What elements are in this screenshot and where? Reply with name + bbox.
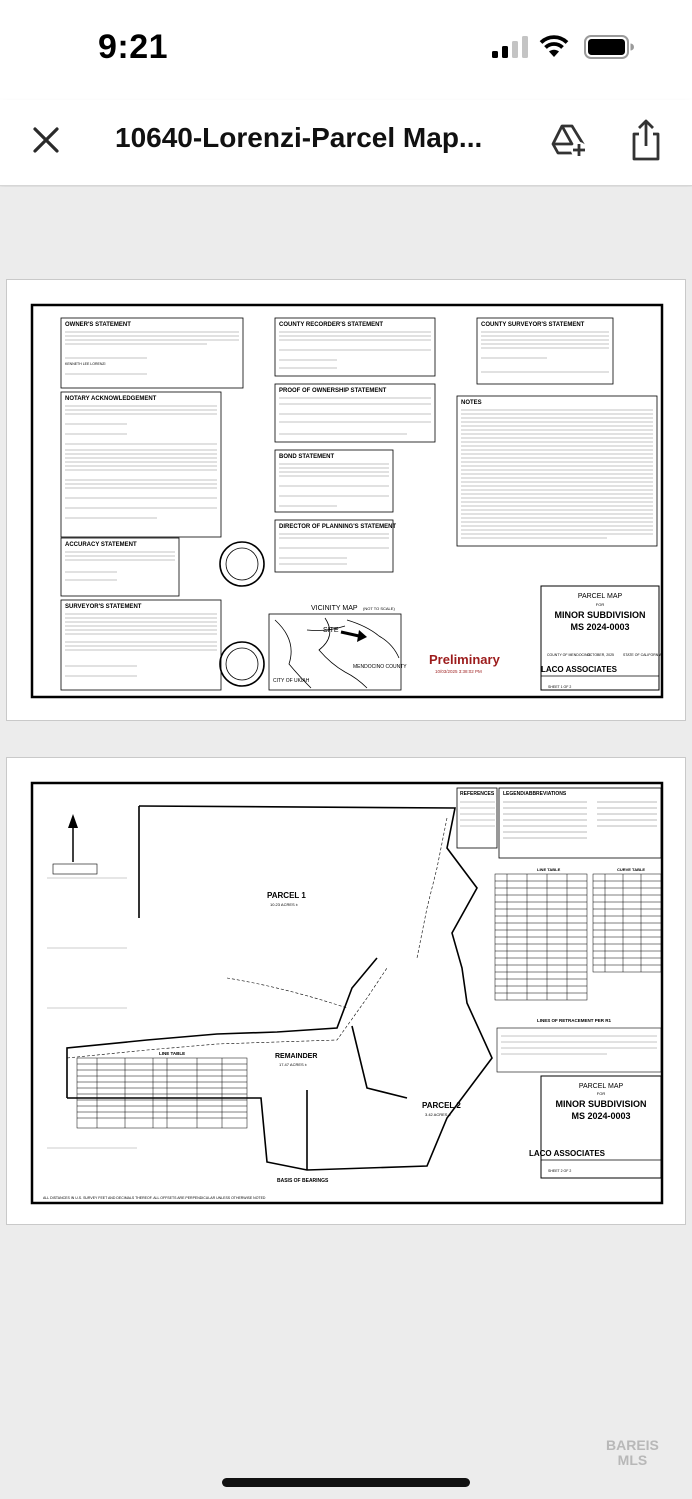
preliminary-stamp: Preliminary	[429, 652, 500, 667]
title-for-2: FOR	[596, 1091, 606, 1096]
legend-heading: LEGEND/ABBREVIATIONS	[503, 791, 567, 797]
county-surveyor-heading: COUNTY SURVEYOR'S STATEMENT	[481, 322, 585, 328]
basis-of-bearings-label: BASIS OF BEARINGS	[277, 1178, 329, 1184]
parcel-1-area: 10.23 ACRES ±	[270, 902, 298, 907]
preliminary-timestamp: 10/03/2025 3:38:02 PM	[435, 669, 482, 674]
battery-icon	[584, 35, 634, 59]
parcel-2-area: 3.42 ACRES ±	[425, 1112, 451, 1117]
status-bar	[0, 0, 692, 100]
title-state: STATE OF CALIFORNIA	[623, 653, 662, 657]
parcel-map-sheet-1	[7, 280, 686, 721]
parcel-map-title-2: PARCEL MAP	[578, 1083, 624, 1090]
lines-of-retracement-heading: LINES OF RETRACEMENT PER R1	[537, 1018, 612, 1023]
vicinity-map-scale: (NOT TO SCALE)	[363, 606, 395, 611]
notary-heading: NOTARY ACKNOWLEDGEMENT	[65, 396, 157, 402]
firm-name: LACO ASSOCIATES	[540, 665, 618, 674]
document-viewer[interactable]	[0, 187, 692, 1499]
mls-watermark: BAREIS MLS	[606, 1437, 659, 1468]
clock: 9:21	[98, 28, 169, 66]
document-page-1	[6, 279, 686, 721]
accuracy-heading: ACCURACY STATEMENT	[65, 542, 137, 548]
owners-statement-heading: OWNER'S STATEMENT	[65, 322, 131, 328]
ms-number-2: MS 2024-0003	[571, 1111, 631, 1121]
site-label: SITE	[323, 627, 339, 634]
remainder-label: REMAINDER	[275, 1053, 318, 1060]
parcel-2-label: PARCEL 2	[422, 1101, 461, 1110]
close-icon[interactable]	[28, 122, 64, 158]
minor-subdivision-title: MINOR SUBDIVISION	[554, 610, 646, 620]
line-table-right-heading: LINE TABLE	[537, 867, 561, 872]
references-heading: REFERENCES	[460, 791, 495, 797]
sheet-label: SHEET 1 OF 2	[548, 685, 572, 689]
wifi-icon	[538, 32, 570, 58]
cellular-signal-icon	[492, 36, 528, 58]
sheet-label-2: SHEET 2 OF 2	[548, 1169, 572, 1173]
mendocino-county-label: MENDOCINO COUNTY	[353, 664, 407, 670]
parcel-map-sheet-2	[7, 758, 686, 1225]
viewer-header	[0, 100, 692, 186]
vicinity-map-label: VICINITY MAP	[311, 605, 358, 612]
city-of-ukiah-label: CITY OF UKIAH	[273, 678, 310, 684]
add-to-drive-icon[interactable]	[549, 120, 589, 160]
owner-name: KENNETH LEE LORENZI	[65, 362, 106, 366]
parcel-1-label: PARCEL 1	[267, 891, 306, 900]
firm-name-2: LACO ASSOCIATES	[528, 1149, 606, 1158]
notes-heading: NOTES	[461, 400, 482, 406]
title-county: COUNTY OF MENDOCINO	[547, 653, 591, 657]
document-page-2	[6, 757, 686, 1225]
title-date: OCTOBER, 2025	[587, 653, 614, 657]
remainder-area: 17.47 ACRES ±	[279, 1062, 307, 1067]
share-icon[interactable]	[628, 118, 664, 162]
ms-number: MS 2024-0003	[570, 622, 630, 632]
footer-note: ALL DISTANCES IN U.S. SURVEY FEET AND DECIMALS THEREOF. ALL OFFSETS ARE PERPENDICULAR UNLESS OTHERWISE NOTED	[43, 1196, 266, 1200]
directors-heading: DIRECTOR OF PLANNING'S STATEMENT	[279, 524, 397, 530]
surveyors-heading: SURVEYOR'S STATEMENT	[65, 604, 142, 610]
line-table-heading: LINE TABLE	[159, 1051, 186, 1056]
bond-heading: BOND STATEMENT	[279, 454, 335, 460]
proof-of-ownership-heading: PROOF OF OWNERSHIP STATEMENT	[279, 388, 387, 394]
document-title: 10640-Lorenzi-Parcel Map...	[115, 122, 483, 153]
curve-table-heading: CURVE TABLE	[617, 867, 646, 872]
home-indicator[interactable]	[222, 1478, 470, 1487]
minor-subdivision-title-2: MINOR SUBDIVISION	[555, 1099, 647, 1109]
title-for: FOR	[595, 602, 605, 607]
parcel-map-title: PARCEL MAP	[577, 593, 623, 600]
county-recorder-heading: COUNTY RECORDER'S STATEMENT	[279, 322, 384, 328]
